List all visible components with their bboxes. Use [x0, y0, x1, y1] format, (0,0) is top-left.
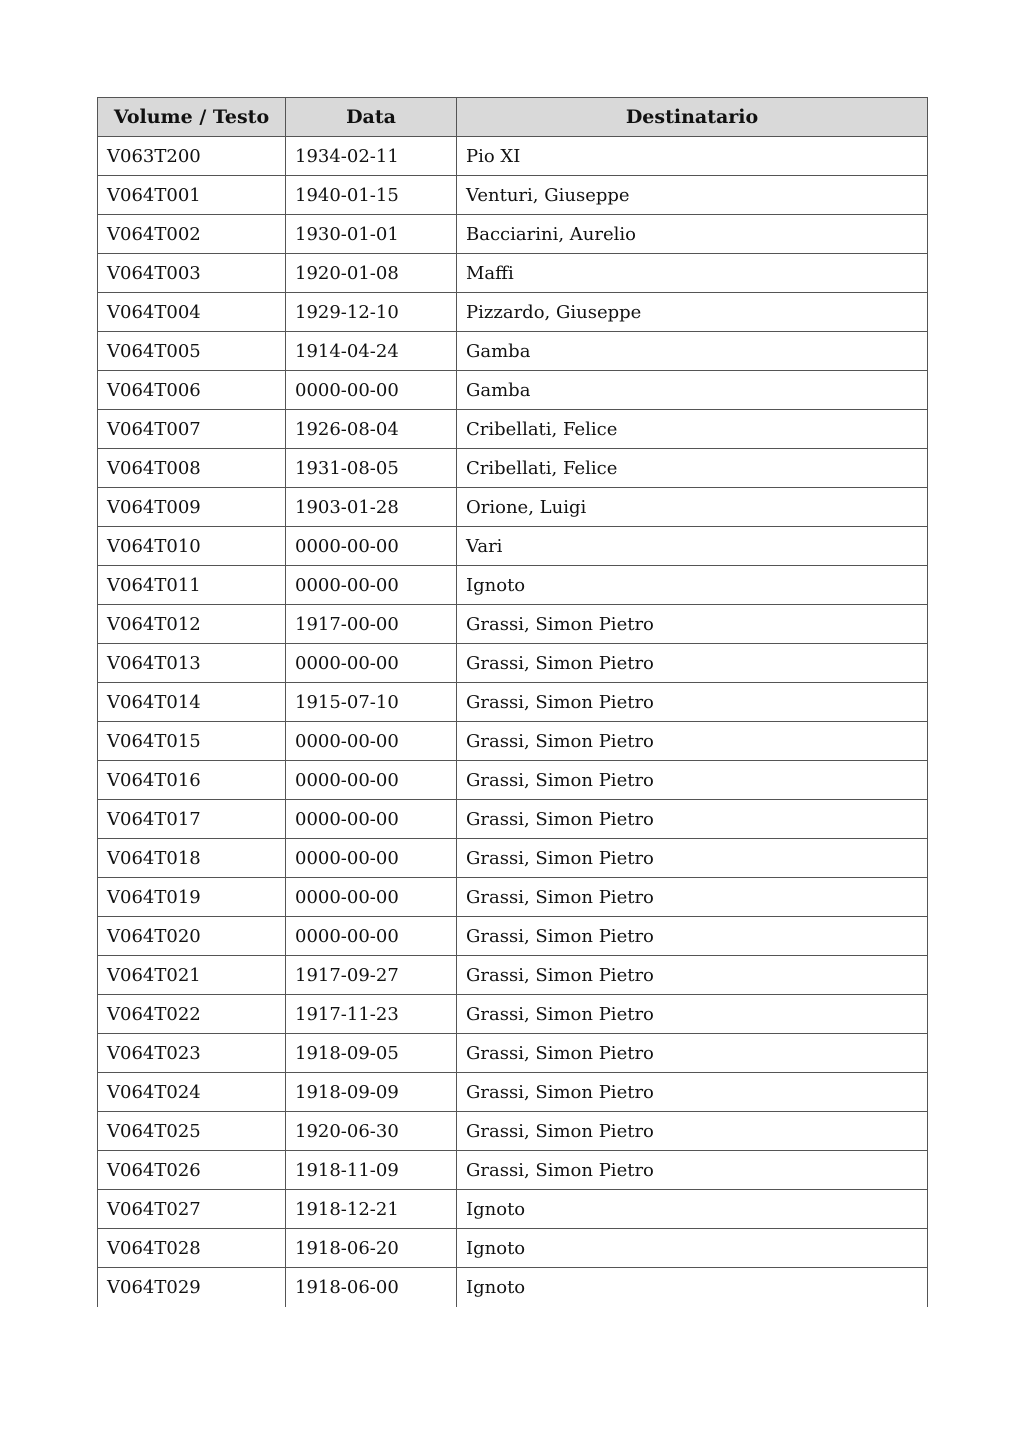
table-row	[98, 293, 928, 332]
cell-destinatario: Grassi, Simon Pietro	[457, 1073, 928, 1112]
cell-data: 1931-08-05	[286, 449, 457, 488]
cell-volume-testo: V064T021	[98, 956, 286, 995]
table-row	[98, 956, 928, 995]
cell-data: 1918-06-20	[286, 1229, 457, 1268]
cell-volume-testo: V064T013	[98, 644, 286, 683]
cell-destinatario: Grassi, Simon Pietro	[457, 683, 928, 722]
table-row	[98, 995, 928, 1034]
cell-volume-testo: V064T019	[98, 878, 286, 917]
table-row	[98, 644, 928, 683]
cell-destinatario: Grassi, Simon Pietro	[457, 722, 928, 761]
cell-destinatario: Ignoto	[457, 1190, 928, 1229]
cell-data: 0000-00-00	[286, 566, 457, 605]
table-row	[98, 254, 928, 293]
cell-data: 1903-01-28	[286, 488, 457, 527]
cell-volume-testo: V064T024	[98, 1073, 286, 1112]
table-row	[98, 449, 928, 488]
table-row	[98, 683, 928, 722]
cell-data: 1918-06-00	[286, 1268, 457, 1307]
cell-data: 0000-00-00	[286, 839, 457, 878]
column-header-data: Data	[286, 98, 457, 137]
cell-volume-testo: V064T022	[98, 995, 286, 1034]
cell-volume-testo: V064T029	[98, 1268, 286, 1307]
cell-volume-testo: V064T009	[98, 488, 286, 527]
cell-destinatario: Grassi, Simon Pietro	[457, 761, 928, 800]
cell-destinatario: Pio XI	[457, 137, 928, 176]
cell-volume-testo: V064T005	[98, 332, 286, 371]
cell-destinatario: Grassi, Simon Pietro	[457, 1151, 928, 1190]
table-row	[98, 1268, 928, 1307]
table-row	[98, 761, 928, 800]
table-row	[98, 1229, 928, 1268]
cell-volume-testo: V064T007	[98, 410, 286, 449]
cell-data: 0000-00-00	[286, 527, 457, 566]
table-body	[98, 137, 928, 1307]
cell-destinatario: Ignoto	[457, 1268, 928, 1307]
cell-destinatario: Gamba	[457, 332, 928, 371]
cell-volume-testo: V064T003	[98, 254, 286, 293]
cell-data: 1920-01-08	[286, 254, 457, 293]
cell-volume-testo: V064T027	[98, 1190, 286, 1229]
cell-destinatario: Ignoto	[457, 566, 928, 605]
cell-destinatario: Grassi, Simon Pietro	[457, 917, 928, 956]
table-row	[98, 878, 928, 917]
cell-destinatario: Orione, Luigi	[457, 488, 928, 527]
cell-data: 0000-00-00	[286, 878, 457, 917]
cell-volume-testo: V064T023	[98, 1034, 286, 1073]
table-row	[98, 1151, 928, 1190]
cell-data: 1918-09-09	[286, 1073, 457, 1112]
cell-data: 0000-00-00	[286, 761, 457, 800]
cell-destinatario: Grassi, Simon Pietro	[457, 995, 928, 1034]
cell-data: 1918-12-21	[286, 1190, 457, 1229]
table-row	[98, 527, 928, 566]
cell-data: 1940-01-15	[286, 176, 457, 215]
cell-destinatario: Gamba	[457, 371, 928, 410]
cell-data: 0000-00-00	[286, 917, 457, 956]
table-row	[98, 722, 928, 761]
cell-data: 1917-11-23	[286, 995, 457, 1034]
cell-data: 0000-00-00	[286, 371, 457, 410]
cell-volume-testo: V064T015	[98, 722, 286, 761]
table-row	[98, 917, 928, 956]
column-header-destinatario: Destinatario	[457, 98, 928, 137]
cell-volume-testo: V064T026	[98, 1151, 286, 1190]
cell-data: 1926-08-04	[286, 410, 457, 449]
cell-volume-testo: V064T020	[98, 917, 286, 956]
table-row	[98, 215, 928, 254]
cell-data: 1920-06-30	[286, 1112, 457, 1151]
table-row	[98, 566, 928, 605]
cell-destinatario: Grassi, Simon Pietro	[457, 644, 928, 683]
table-row	[98, 410, 928, 449]
table-row	[98, 176, 928, 215]
table-row	[98, 1073, 928, 1112]
cell-volume-testo: V064T010	[98, 527, 286, 566]
cell-destinatario: Bacciarini, Aurelio	[457, 215, 928, 254]
cell-volume-testo: V064T016	[98, 761, 286, 800]
cell-volume-testo: V064T002	[98, 215, 286, 254]
cell-volume-testo: V064T006	[98, 371, 286, 410]
cell-data: 1918-09-05	[286, 1034, 457, 1073]
column-header-volume-testo: Volume / Testo	[98, 98, 286, 137]
cell-destinatario: Grassi, Simon Pietro	[457, 839, 928, 878]
cell-data: 1930-01-01	[286, 215, 457, 254]
cell-destinatario: Grassi, Simon Pietro	[457, 1034, 928, 1073]
table-row	[98, 1112, 928, 1151]
cell-destinatario: Grassi, Simon Pietro	[457, 878, 928, 917]
table-row	[98, 1190, 928, 1229]
cell-volume-testo: V064T001	[98, 176, 286, 215]
cell-data: 0000-00-00	[286, 644, 457, 683]
cell-data: 1934-02-11	[286, 137, 457, 176]
cell-volume-testo: V064T028	[98, 1229, 286, 1268]
cell-data: 0000-00-00	[286, 800, 457, 839]
cell-data: 1915-07-10	[286, 683, 457, 722]
table-row	[98, 605, 928, 644]
cell-volume-testo: V064T004	[98, 293, 286, 332]
cell-destinatario: Pizzardo, Giuseppe	[457, 293, 928, 332]
cell-data: 1917-09-27	[286, 956, 457, 995]
cell-destinatario: Maffi	[457, 254, 928, 293]
cell-destinatario: Grassi, Simon Pietro	[457, 1112, 928, 1151]
cell-data: 1918-11-09	[286, 1151, 457, 1190]
cell-volume-testo: V064T012	[98, 605, 286, 644]
cell-destinatario: Grassi, Simon Pietro	[457, 956, 928, 995]
table-row	[98, 800, 928, 839]
table-row	[98, 488, 928, 527]
table-header-row	[98, 98, 928, 137]
cell-destinatario: Ignoto	[457, 1229, 928, 1268]
cell-destinatario: Vari	[457, 527, 928, 566]
cell-data: 1929-12-10	[286, 293, 457, 332]
cell-data: 1917-00-00	[286, 605, 457, 644]
cell-volume-testo: V064T025	[98, 1112, 286, 1151]
cell-volume-testo: V064T018	[98, 839, 286, 878]
cell-destinatario: Grassi, Simon Pietro	[457, 800, 928, 839]
cell-data: 1914-04-24	[286, 332, 457, 371]
cell-destinatario: Cribellati, Felice	[457, 410, 928, 449]
cell-volume-testo: V064T008	[98, 449, 286, 488]
table-row	[98, 137, 928, 176]
letters-table	[97, 97, 928, 1307]
cell-volume-testo: V064T017	[98, 800, 286, 839]
cell-volume-testo: V063T200	[98, 137, 286, 176]
cell-destinatario: Venturi, Giuseppe	[457, 176, 928, 215]
table-row	[98, 371, 928, 410]
table-row	[98, 332, 928, 371]
cell-destinatario: Grassi, Simon Pietro	[457, 605, 928, 644]
cell-destinatario: Cribellati, Felice	[457, 449, 928, 488]
cell-data: 0000-00-00	[286, 722, 457, 761]
table-row	[98, 1034, 928, 1073]
cell-volume-testo: V064T014	[98, 683, 286, 722]
table-row	[98, 839, 928, 878]
cell-volume-testo: V064T011	[98, 566, 286, 605]
